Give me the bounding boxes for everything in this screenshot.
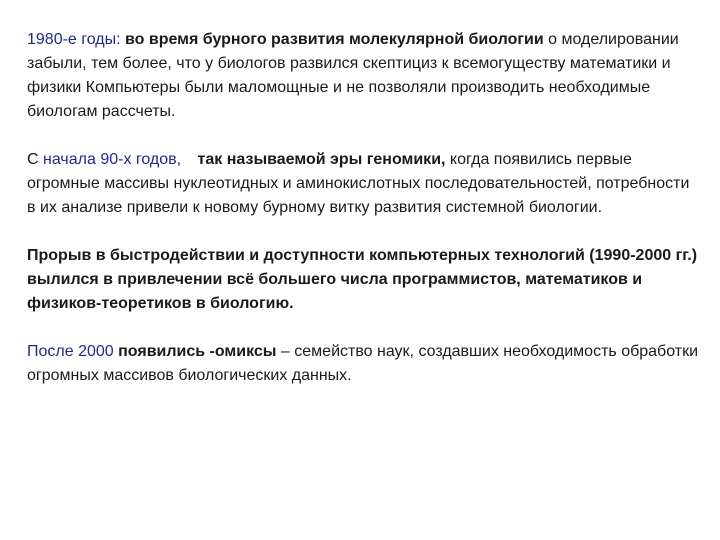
paragraph-prefix-1990s: С [27,151,39,168]
emphasis-omics: появились -омиксы [118,343,277,360]
paragraph-computing-breakthrough [27,244,699,316]
period-label-1990s: начала 90-х годов, [43,151,182,168]
emphasis-genomics-era: так называемой эры геномики, [197,151,446,168]
paragraph-body-1980s: о моделировании забыли, тем более, что у биологов развился скептициз к всемогуществу математики и физики Компьютеры были маломощные и не позволяли производить необходимые биологам рассчеты. [27,31,679,120]
paragraph-1980s [27,28,699,124]
period-label-2000s: После 2000 [27,343,114,360]
slide-content [27,28,699,412]
period-label-1980s: 1980-е годы: [27,31,121,48]
paragraph-1990s [27,148,699,220]
paragraph-body-breakthrough: Прорыв в быстродействии и доступности компьютерных технологий (1990-2000 гг.) вылился в привлечении всё большего числа программистов, математиков и физиков-теоретиков в биологию. [27,247,698,312]
paragraph-body-2000s: – семейство наук, создавших необходимость обработки огромных массивов биологических данных. [27,343,699,384]
emphasis-molecular-biology: во время бурного развития молекулярной биологии [125,31,544,48]
paragraph-body-1990s: когда появились первые огромные массивы нуклеотидных и аминокислотных последовательностей, потребности в их анализе привели к новому бурному витку развития системной биологии. [27,151,690,216]
paragraph-2000s [27,340,699,388]
